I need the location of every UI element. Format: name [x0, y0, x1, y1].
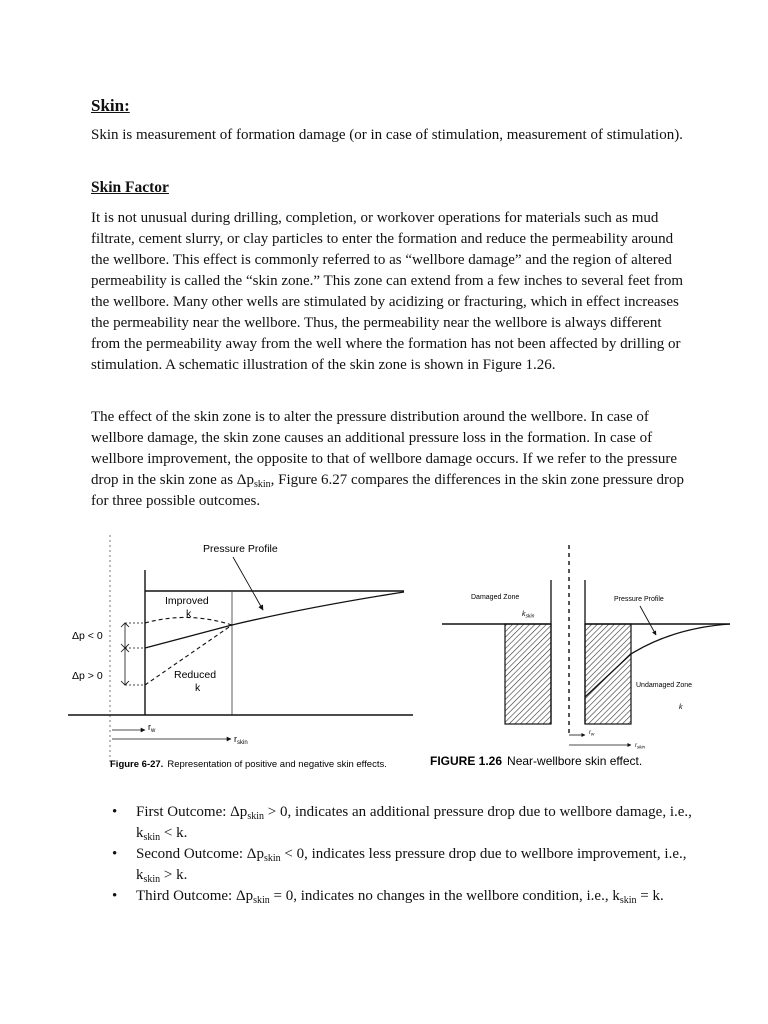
damaged-zone-right	[585, 624, 631, 724]
outcome-list	[112, 802, 712, 907]
dp-negative-label: Δp < 0	[72, 630, 103, 642]
reduced-label: Reduced	[174, 669, 217, 681]
pressure-profile-label: Pressure Profile	[203, 543, 278, 555]
pressure-profile-pointer	[233, 557, 263, 610]
paragraph-text-after: , Figure 6.27 compares the differences in the skin zone pressure drop for three possible outcomes.	[91, 472, 684, 509]
figure-1-26	[430, 540, 738, 775]
paragraph-text-before: The effect of the skin zone is to alter the pressure distribution around the wellbore. In case of wellbore damage, the skin zone causes an additional pressure loss in the formation. In case of wellbore improvement, the opposite to that of wellbore damage occurs. If we refer to the pressure drop in the skin zone as Δp	[91, 409, 678, 488]
improved-label: Improved	[165, 595, 209, 607]
list-item-third-outcome: • Third Outcome: $\Delta p_{skin} = 0$, indicates no changes in the wellbore condition, i.e., $k_{skin} = k$.	[112, 888, 664, 906]
kskin-label: $k_{skin}$	[522, 611, 535, 620]
rw-label: $r_w$	[148, 722, 156, 734]
list-item-first-outcome: • First Outcome: $\Delta p_{skin} > 0$, indicates an additional pressure drop due to wellbore damage, i.e., $k_{skin} < k$.	[112, 804, 692, 843]
k-label: k	[679, 704, 683, 711]
reduced-k-label: k	[195, 682, 201, 694]
figure-6-27-caption: Figure 6-27. Representation of positive and negative skin effects.	[110, 759, 387, 770]
bullet-marker: •	[112, 888, 118, 904]
damaged-zone-label: Damaged Zone	[471, 594, 520, 601]
bullet-marker: •	[112, 846, 118, 862]
subscript-skin: skin	[253, 479, 271, 490]
rskin-label: $r_{skin}$	[635, 743, 646, 750]
intro-paragraph: Skin is measurement of formation damage (or in case of stimulation, measurement of stimulation).	[91, 127, 683, 143]
figure-6-27	[68, 525, 418, 775]
list-item-second-outcome: • Second Outcome: $\Delta p_{skin} < 0$, indicates less pressure drop due to wellbore improvement, i.e., $k_{skin} > k$.	[112, 846, 687, 885]
undamaged-zone-label: Undamaged Zone	[636, 682, 693, 689]
page-title: Skin:	[91, 96, 130, 115]
paragraph-skin-pressure-drop	[91, 407, 691, 512]
improved-k-label: k	[186, 608, 192, 620]
dp-positive-label: Δp > 0	[72, 670, 103, 682]
pressure-profile-pointer	[640, 606, 656, 635]
pressure-profile-label: Pressure Profile	[614, 596, 664, 603]
section-heading-skin-factor: Skin Factor	[91, 179, 169, 196]
bullet-marker: •	[112, 804, 118, 820]
damaged-zone-left	[505, 624, 551, 724]
rskin-label: $r_{skin}$	[234, 734, 248, 746]
figure-1-26-caption: FIGURE 1.26 Near-wellbore skin effect.	[430, 754, 643, 768]
rw-label: $r_w$	[589, 730, 595, 737]
paragraph-wellbore-damage: It is not unusual during drilling, completion, or workover operations for materials such as mud filtrate, cement slurry, or clay particles to enter the formation and reduce the permeability around the wellbore. This effect is commonly referred to as “wellbore damage” and the region of altered permeability is called the “skin zone.” This zone can extend from a few inches to several feet from the wellbore. Many other wells are stimulated by acidizing or fracturing, which in effect increases the permeability near the wellbore. Thus, the permeability near the wellbore is always different from the permeability away from the well where the formation has not been affected by drilling or stimulation. A schematic illustration of the skin zone is shown in Figure 1.26.	[91, 210, 683, 373]
